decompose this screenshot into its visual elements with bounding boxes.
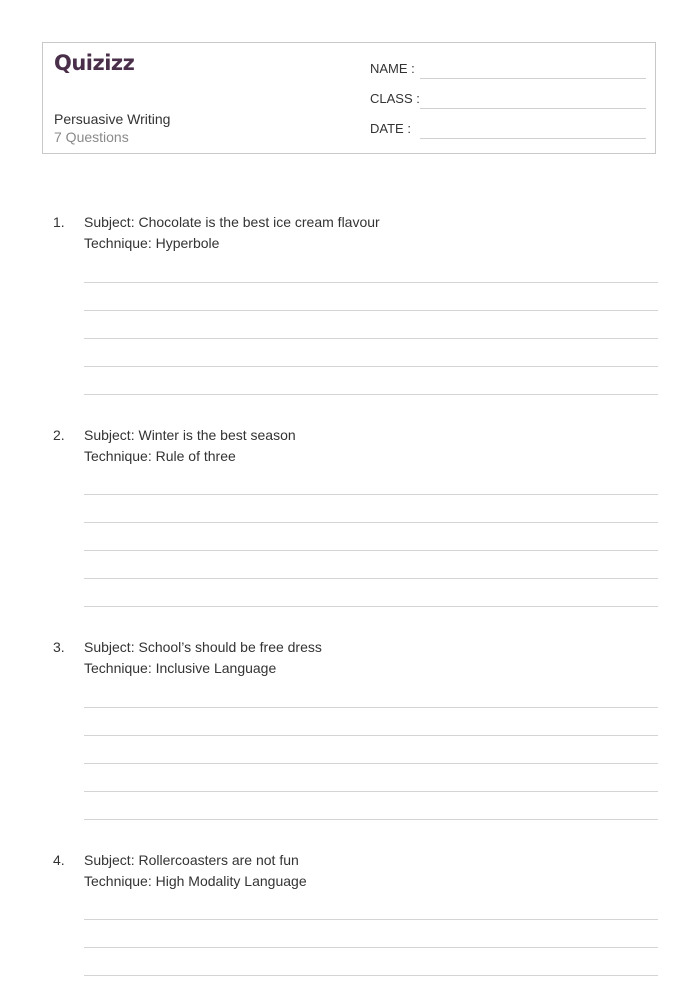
answer-line[interactable] <box>84 735 658 736</box>
question-number: 2. <box>53 427 65 443</box>
answer-line[interactable] <box>84 494 658 495</box>
answer-line[interactable] <box>84 763 658 764</box>
name-field[interactable] <box>370 61 646 81</box>
name-line <box>420 78 646 79</box>
worksheet-title: Persuasive Writing <box>54 111 171 127</box>
answer-line[interactable] <box>84 606 658 607</box>
question-number: 1. <box>53 214 65 230</box>
answer-line[interactable] <box>84 578 658 579</box>
answer-line[interactable] <box>84 791 658 792</box>
answer-line[interactable] <box>84 522 658 523</box>
answer-line[interactable] <box>84 282 658 283</box>
question-count: 7 Questions <box>54 129 129 145</box>
question-subject: Subject: Chocolate is the best ice cream flavour <box>84 214 380 230</box>
question-subject: Subject: Winter is the best season <box>84 427 296 443</box>
question-number: 4. <box>53 852 65 868</box>
answer-line[interactable] <box>84 310 658 311</box>
worksheet-header <box>42 42 656 154</box>
answer-line[interactable] <box>84 919 658 920</box>
answer-line[interactable] <box>84 975 658 976</box>
answer-line[interactable] <box>84 947 658 948</box>
answer-line[interactable] <box>84 550 658 551</box>
class-field[interactable] <box>370 91 646 111</box>
question-subject: Subject: School’s should be free dress <box>84 639 322 655</box>
date-field[interactable] <box>370 121 646 141</box>
answer-line[interactable] <box>84 819 658 820</box>
name-label: NAME : <box>370 61 415 76</box>
question-technique: Technique: Rule of three <box>84 448 236 464</box>
question-technique: Technique: Hyperbole <box>84 235 220 251</box>
answer-line[interactable] <box>84 394 658 395</box>
quizizz-logo: Quizizz <box>54 51 135 75</box>
question-technique: Technique: High Modality Language <box>84 873 307 889</box>
question-technique: Technique: Inclusive Language <box>84 660 277 676</box>
question-number: 3. <box>53 639 65 655</box>
answer-line[interactable] <box>84 338 658 339</box>
answer-line[interactable] <box>84 707 658 708</box>
answer-line[interactable] <box>84 366 658 367</box>
class-line <box>420 108 646 109</box>
question-subject: Subject: Rollercoasters are not fun <box>84 852 299 868</box>
class-label: CLASS : <box>370 91 420 106</box>
date-line <box>420 138 646 139</box>
date-label: DATE : <box>370 121 411 136</box>
